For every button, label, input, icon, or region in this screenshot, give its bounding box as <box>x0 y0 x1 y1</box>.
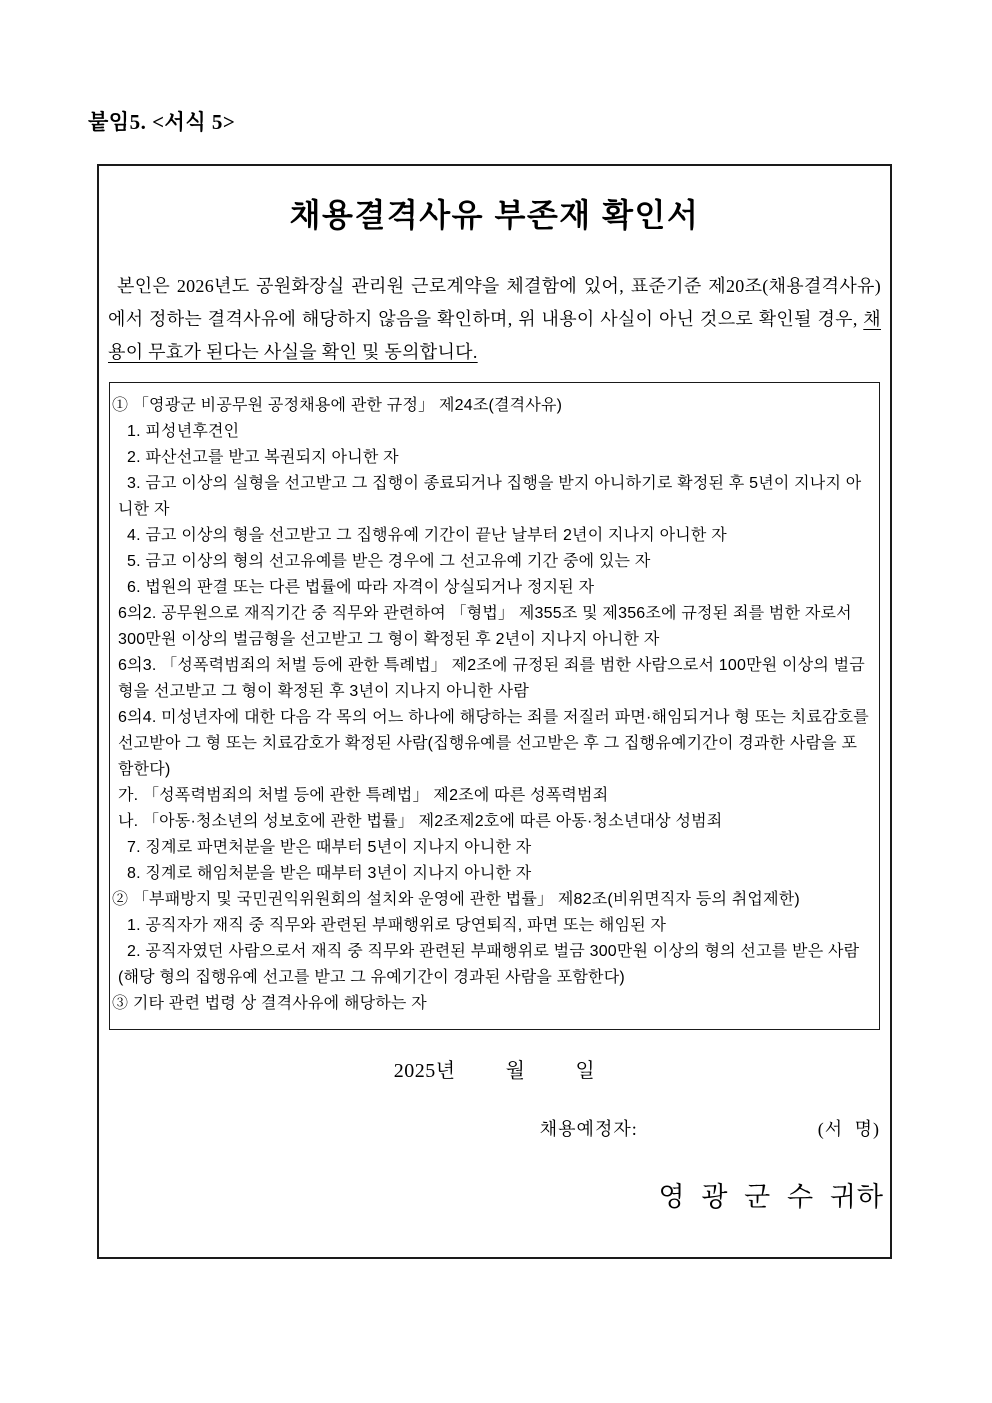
date-line <box>99 1054 890 1083</box>
clause-item: 1. 공직자가 재직 중 직무와 관련된 부패행위로 당연퇴직, 파면 또는 해임된 자 <box>127 917 667 934</box>
clause-item: 6의2. 공무원으로 재직기간 중 직무와 관련하여 「형법」 제355조 및 제356조에 규정된 죄를 범한 자로서 300만원 이상의 벌금형을 선고받고 그 형이 확정된 후 2년이 지나지 아니한 자 <box>118 605 852 648</box>
clause-item: 나. 「아동·청소년의 성보호에 관한 법률」 제2조제2호에 따른 아동·청소년대상 성범죄 <box>118 813 723 830</box>
clause-item: 6의3. 「성폭력범죄의 처벌 등에 관한 특례법」 제2조에 규정된 죄를 범한 사람으로서 100만원 이상의 벌금형을 선고받고 그 형이 확정된 후 3년이 지나지 아니한 사람 <box>118 657 865 700</box>
attachment-label: 붙임5. <서식 5> <box>88 110 236 134</box>
recipient-line: 영 광 군 수 귀하 <box>658 1182 884 1212</box>
clause-item: ① 「영광군 비공무원 공정채용에 관한 규정」 제24조(결격사유) <box>112 397 563 414</box>
clause-item: 7. 징계로 파면처분을 받은 때부터 5년이 지나지 아니한 자 <box>127 839 532 856</box>
clause-item: 1. 피성년후견인 <box>127 423 240 440</box>
form-title: 채용결격사유 부존재 확인서 <box>289 197 700 233</box>
form-border-box <box>97 164 892 1259</box>
intro-paragraph <box>108 270 881 369</box>
clause-item: 5. 금고 이상의 형의 선고유예를 받은 경우에 그 선고유예 기간 중에 있는 자 <box>127 553 651 570</box>
clause-item: 2. 공직자였던 사람으로서 재직 중 직무와 관련된 부패행위로 벌금 300만원 이상의 형의 선고를 받은 사람(해당 형의 집행유예 선고를 받고 그 유예기간이 경과된 사람을 포함한다) <box>118 943 860 986</box>
clause-item: ③ 기타 관련 법령 상 결격사유에 해당하는 자 <box>112 995 427 1012</box>
clause-item: 6. 법원의 판결 또는 다른 법률에 따라 자격이 상실되거나 정지된 자 <box>127 579 595 596</box>
clause-item: 2. 파산선고를 받고 복권되지 아니한 자 <box>127 449 399 466</box>
clause-box <box>109 382 880 1030</box>
signature-placeholder: (서 명) <box>817 1119 880 1139</box>
date-day: 일 <box>575 1060 596 1082</box>
clause-item: 8. 징계로 해임처분을 받은 때부터 3년이 지나지 아니한 자 <box>127 865 532 882</box>
signer-label: 채용예정자: <box>539 1119 638 1139</box>
clause-item: ② 「부패방지 및 국민권익위원회의 설치와 운영에 관한 법률」 제82조(비위면직자 등의 취업제한) <box>112 891 800 908</box>
clause-item: 가. 「성폭력범죄의 처벌 등에 관한 특례법」 제2조에 따른 성폭력범죄 <box>118 787 609 804</box>
signer-row <box>99 1115 890 1141</box>
date-month: 월 <box>505 1060 526 1082</box>
date-year: 2025년 <box>393 1060 456 1082</box>
clause-item: 3. 금고 이상의 실형을 선고받고 그 집행이 종료되거나 집행을 받지 아니하기로 확정된 후 5년이 지나지 아니한 자 <box>118 475 862 518</box>
clause-item: 6의4. 미성년자에 대한 다음 각 목의 어느 하나에 해당하는 죄를 저질러 파면·해임되거나 형 또는 치료감호를 선고받아 그 형 또는 치료감호가 확정된 사람(집행유예를 선고받은 후 그 집행유예기간이 경과한 사람을 포함한다) <box>118 709 869 778</box>
clause-item: 4. 금고 이상의 형을 선고받고 그 집행유예 기간이 끝난 날부터 2년이 지나지 아니한 자 <box>127 527 727 544</box>
intro-text: 본인은 2026년도 공원화장실 관리원 근로계약을 체결함에 있어, 표준기준 제20조(채용결격사유)에서 정하는 결격사유에 해당하지 않음을 확인하며, 위 내용이 사실이 아닌 것으로 확인될 경우, <box>108 276 881 329</box>
intro-underlined-text: 채용이 무효가 된다는 사실을 확인 및 동의합니다. <box>108 309 881 362</box>
